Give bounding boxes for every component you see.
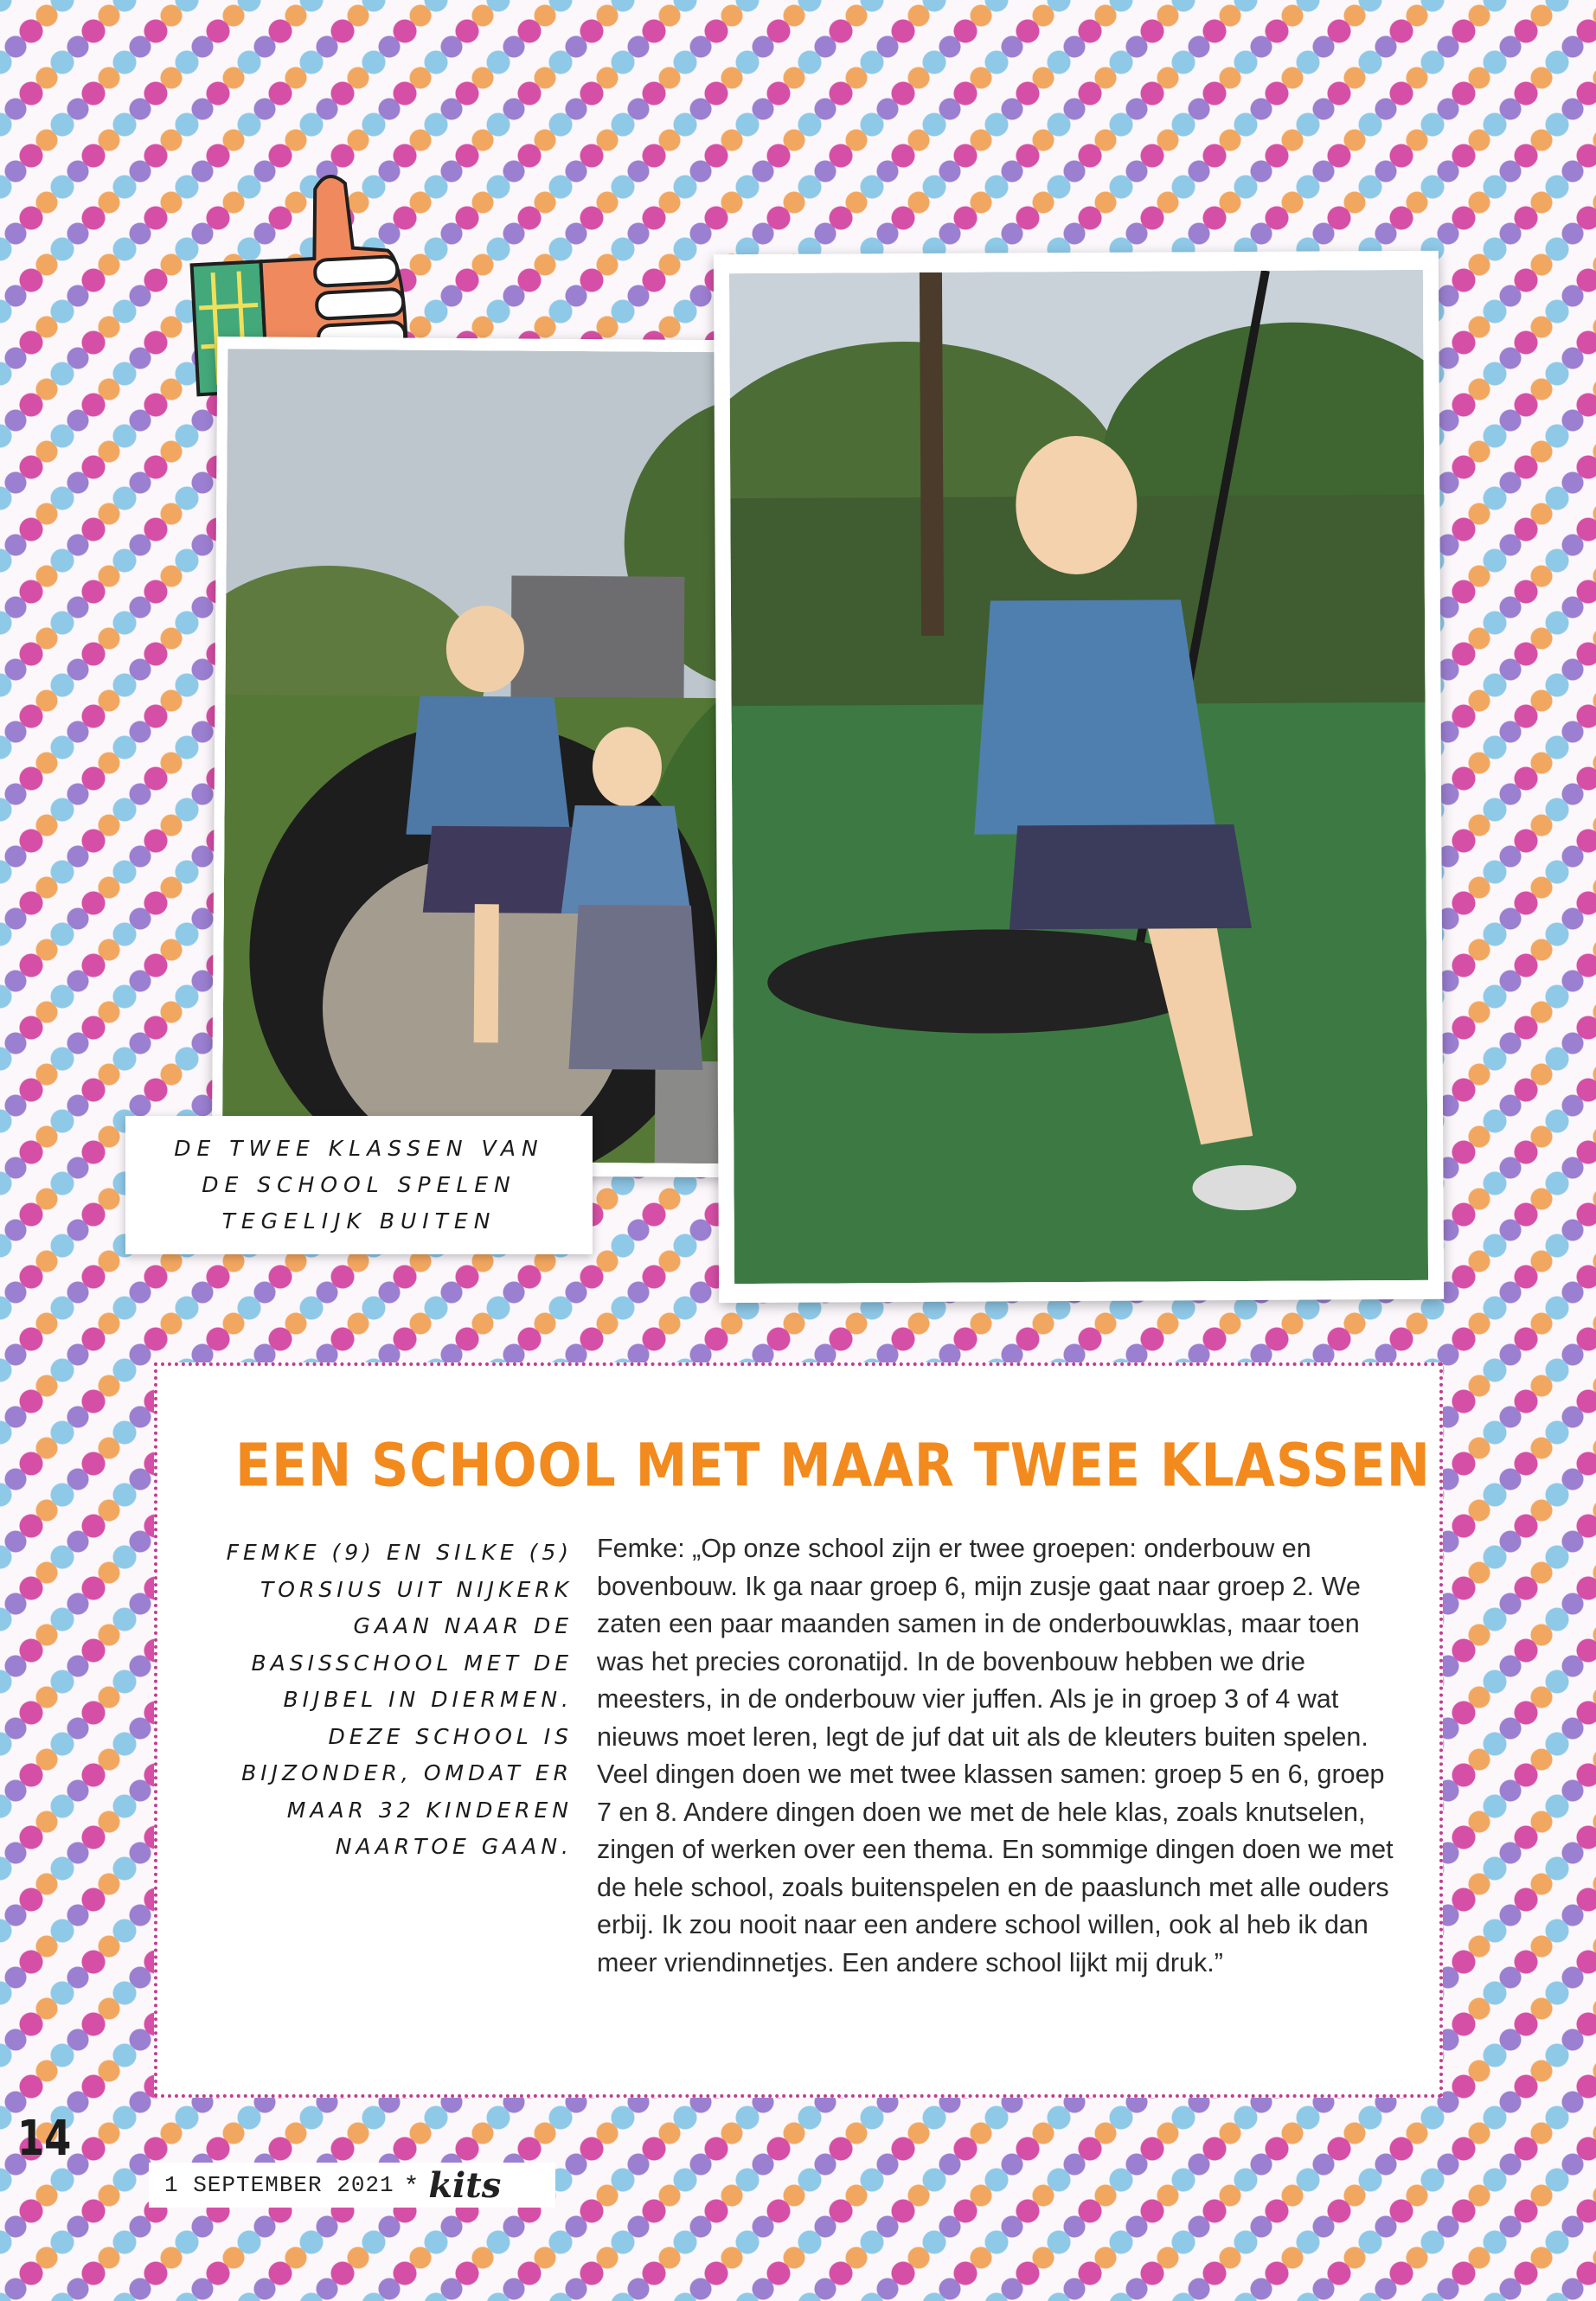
photo-caption	[125, 1116, 593, 1254]
brand-logo: kits	[428, 2164, 502, 2206]
page-number: 14	[17, 2111, 72, 2167]
right-photo	[729, 270, 1428, 1284]
article-box	[154, 1362, 1443, 2098]
star-separator: *	[406, 2170, 417, 2199]
footer-strip	[149, 2163, 555, 2208]
right-photo-frame	[714, 251, 1444, 1303]
caption-text: DE TWEE KLASSEN VAN DE SCHOOL SPELEN TEGELIJK BUITEN	[174, 1136, 544, 1234]
article-body: Femke: „Op onze school zijn er twee groepen: onderbouw en bovenbouw. Ik ga naar groep 6, mijn zusje gaat naar groep 2. We zaten een paar maanden samen in de onderbouwklas, maar toen was het precies coronatijd. In de bovenbouw hebben we drie meesters, in de onderbouw vier juffen. Als je in groep 3 of 4 wat nieuws moet leren, legt de juf dat uit als de kleuters buiten spelen. Veel dingen doen we met twee klassen samen: groep 5 en 6, groep 7 en 8. Andere dingen doen we met de hele klas, zoals knutselen, zingen of werken over een thema. En sommige dingen doen we met de hele school, zoals buitenspelen en de paaslunch met alle ouders erbij. Ik zou nooit naar een andere school willen, ook al heb ik dan meer vriendinnetjes. Een andere school lijkt mij druk.”	[597, 1534, 1394, 1977]
article-headline: EEN SCHOOL MET MAAR TWEE KLASSEN	[235, 1431, 1431, 1501]
article-intro: FEMKE (9) EN SILKE (5) TORSIUS UIT NIJKERK GAAN NAAR DE BASISSCHOOL MET DE BIJBEL IN DIERMEN. DEZE SCHOOL IS BIJZONDER, OMDAT ER MAAR 32 KINDEREN NAARTOE GAAN.	[226, 1540, 573, 1859]
issue-date: 1 SEPTEMBER 2021	[164, 2172, 394, 2198]
